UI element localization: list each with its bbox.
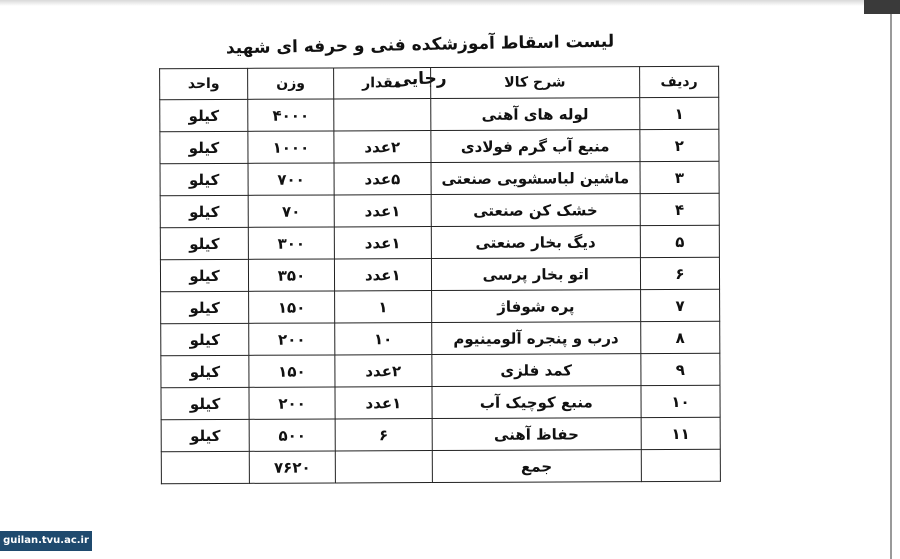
cell-weight: ۲۰۰	[249, 387, 335, 419]
cell-quantity: ۱	[334, 291, 431, 323]
header-description: شرح کالا	[430, 67, 639, 99]
cell-row-number: ۷	[640, 289, 719, 321]
table-row	[161, 289, 720, 323]
total-quantity	[335, 451, 432, 483]
cell-weight: ۳۰۰	[248, 227, 334, 259]
cell-unit: کیلو	[161, 355, 249, 387]
cell-description: اتو بخار پرسی	[431, 258, 640, 291]
header-weight: وزن	[248, 68, 334, 99]
cell-description: ماشین لباسشویی صنعتی	[431, 162, 640, 195]
cell-row-number: ۹	[641, 353, 720, 385]
cell-weight: ۷۰	[248, 195, 334, 227]
table-row	[160, 193, 719, 227]
table-row	[161, 353, 720, 387]
table-row	[160, 161, 719, 195]
scan-top-edge	[0, 0, 900, 6]
cell-weight: ۱۵۰	[249, 291, 335, 323]
table-header-row	[160, 66, 719, 99]
table-row	[161, 385, 720, 419]
cell-quantity: ۱عدد	[335, 387, 432, 419]
scrap-list-table	[159, 66, 721, 484]
total-weight: ۷۶۲۰	[249, 451, 335, 483]
cell-description: حفاظ آهنی	[432, 418, 641, 451]
cell-weight: ۲۰۰	[249, 323, 335, 355]
cell-row-number: ۱۰	[641, 385, 720, 417]
cell-unit: کیلو	[160, 131, 248, 163]
cell-quantity: ۲عدد	[334, 131, 431, 163]
cell-unit: کیلو	[160, 163, 248, 195]
table-row	[161, 321, 720, 355]
cell-weight: ۵۰۰	[249, 419, 335, 451]
cell-row-number: ۸	[640, 321, 719, 353]
cell-weight: ۷۰۰	[248, 163, 334, 195]
table-total-row	[161, 449, 720, 483]
table-row	[160, 129, 719, 163]
cell-quantity: ۱عدد	[334, 259, 431, 291]
cell-quantity: ۵عدد	[334, 163, 431, 195]
cell-description: منبع کوچیک آب	[432, 386, 641, 419]
total-row-number	[641, 449, 720, 481]
site-watermark: guilan.tvu.ac.ir	[0, 531, 92, 551]
cell-weight: ۴۰۰۰	[248, 99, 334, 131]
cell-unit: کیلو	[160, 99, 248, 131]
table-row	[160, 97, 719, 131]
cell-unit: کیلو	[160, 259, 248, 291]
cell-unit: کیلو	[160, 195, 248, 227]
cell-weight: ۳۵۰	[248, 259, 334, 291]
header-quantity: مقدار	[333, 68, 430, 99]
document-title: لیست اسقاط آموزشکده فنی و حرفه ای شهید رجایی	[225, 31, 615, 90]
header-row-number: ردیف	[639, 66, 718, 97]
cell-unit: کیلو	[160, 227, 248, 259]
scan-right-edge	[890, 0, 892, 559]
cell-row-number: ۱۱	[641, 417, 720, 449]
cell-description: پره شوفاژ	[431, 290, 640, 323]
cell-weight: ۱۰۰۰	[248, 131, 334, 163]
cell-row-number: ۲	[640, 129, 719, 161]
cell-row-number: ۵	[640, 225, 719, 257]
scan-corner-mark	[864, 0, 900, 14]
cell-quantity: ۶	[335, 419, 432, 451]
header-unit: واحد	[160, 68, 248, 99]
cell-quantity: ۱۰	[335, 323, 432, 355]
table-row	[160, 225, 719, 259]
cell-quantity: ۱عدد	[334, 195, 431, 227]
cell-description: کمد فلزی	[432, 354, 641, 387]
cell-quantity: ۱عدد	[334, 227, 431, 259]
total-label: جمع	[432, 450, 641, 483]
cell-description: لوله های آهنی	[430, 98, 639, 131]
cell-unit: کیلو	[161, 291, 249, 323]
table-row	[160, 257, 719, 291]
cell-row-number: ۱	[640, 97, 719, 129]
cell-quantity	[334, 99, 431, 131]
cell-unit: کیلو	[161, 323, 249, 355]
cell-description: منبع آب گرم فولادی	[431, 130, 640, 163]
cell-row-number: ۴	[640, 193, 719, 225]
cell-description: درب و پنجره آلومینیوم	[431, 322, 640, 355]
cell-weight: ۱۵۰	[249, 355, 335, 387]
cell-quantity: ۲عدد	[335, 355, 432, 387]
cell-row-number: ۳	[640, 161, 719, 193]
cell-description: دیگ بخار صنعتی	[431, 226, 640, 259]
cell-description: خشک کن صنعتی	[431, 194, 640, 227]
table-row	[161, 417, 720, 451]
cell-row-number: ۶	[640, 257, 719, 289]
cell-unit: کیلو	[161, 419, 249, 451]
total-unit	[161, 451, 249, 483]
cell-unit: کیلو	[161, 387, 249, 419]
